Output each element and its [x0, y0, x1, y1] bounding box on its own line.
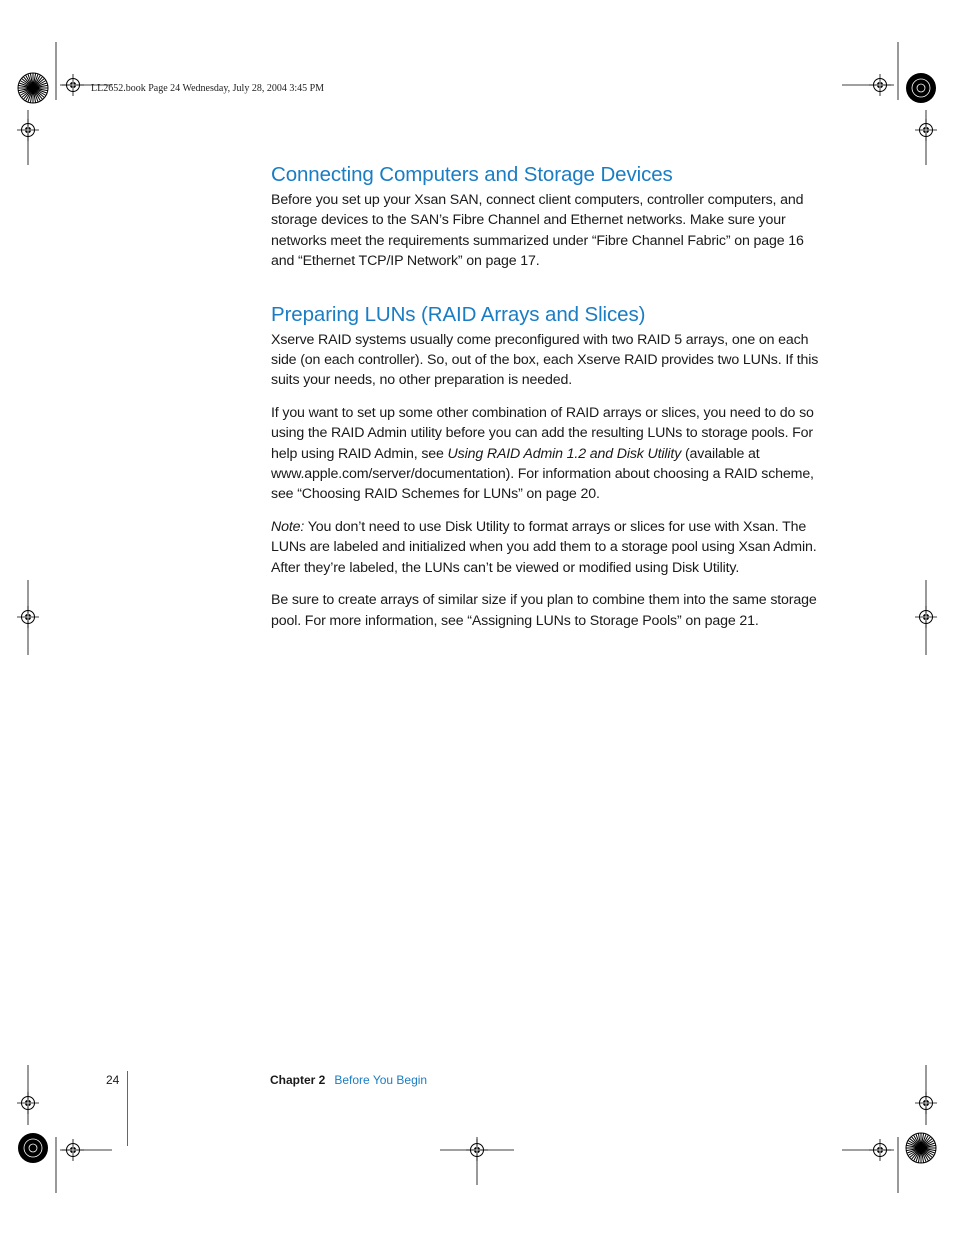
chapter-label: Chapter 2 [270, 1073, 326, 1087]
section-heading-preparing-luns: Preparing LUNs (RAID Arrays and Slices) [271, 302, 646, 326]
print-header-slug: LL2652.book Page 24 Wednesday, July 28, 2004 3:45 PM [91, 83, 325, 94]
page-body [271, 162, 827, 643]
note-label: Note: [271, 518, 305, 535]
page-number: 24 [106, 1073, 120, 1087]
book-title-reference: Using RAID Admin 1.2 and Disk Utility [447, 445, 682, 462]
footer-chapter [270, 1073, 427, 1087]
footer-divider [127, 1071, 128, 1146]
section-heading-connecting: Connecting Computers and Storage Devices [271, 163, 673, 186]
paragraph-similar-size: Be sure to create arrays of similar size if you plan to combine them into the same storage pool. For more information, see “Assigning LUNs to Storage Pools” on page 21. [271, 592, 817, 629]
note-text: You don’t need to use Disk Utility to format arrays or slices for use with Xsan. The LUNs are labeled and initialized when you add them to a storage pool using Xsan Admin. After they’re labeled, the LUNs can’t be viewed or modified using Disk Utility. [271, 518, 817, 576]
paragraph-raid-admin-text-b: (available at www.apple.com/server/documentation). For information about choosing a RAID scheme, see “Choosing RAID Schemes for LUNs” on page 20. [271, 445, 814, 503]
paragraph-connecting: Before you set up your Xsan SAN, connect client computers, controller computers, and storage devices to the SAN’s Fibre Channel and Ethernet networks. Make sure your networks meet the requirements summarized under “Fibre Channel Fabric” on page 16 and “Ethernet TCP/IP Network” on page 17. [271, 192, 804, 270]
paragraph-raid-admin-text-a: If you want to set up some other combination of RAID arrays or slices, you need to do so using the RAID Admin utility before you can add the resulting LUNs to storage pools. For help using RAID Admin, see [271, 404, 814, 462]
paragraph-xserve-raid: Xserve RAID systems usually come preconfigured with two RAID 5 arrays, one on each side (on each controller). So, out of the box, each Xserve RAID provides two LUNs. If this suits your needs, no other preparation is needed. [271, 331, 819, 389]
chapter-title: Before You Begin [334, 1073, 428, 1087]
paragraph-raid-admin [271, 403, 827, 505]
note-paragraph [271, 517, 827, 578]
